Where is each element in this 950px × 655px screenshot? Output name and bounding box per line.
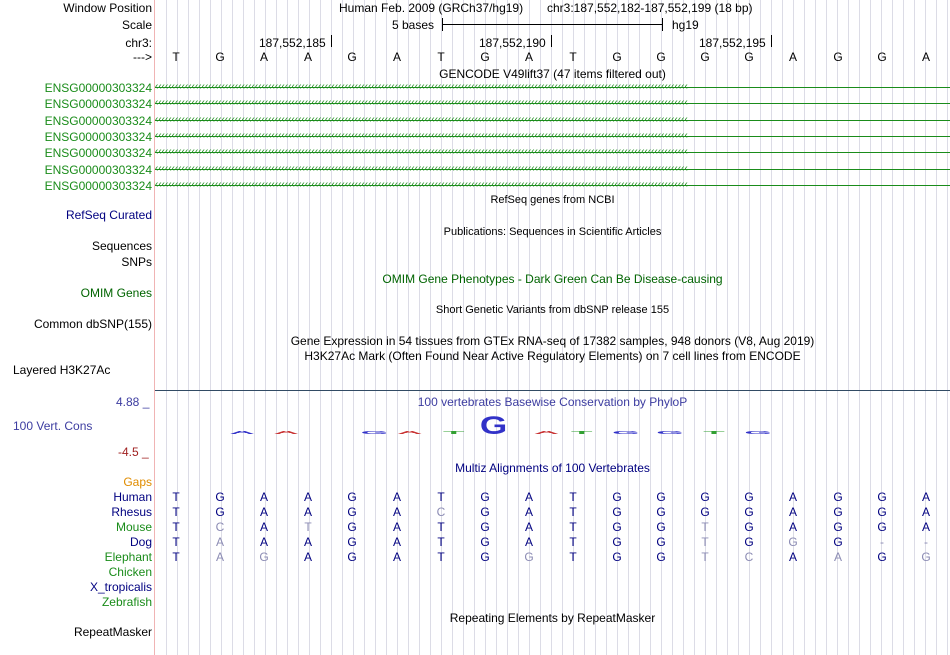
aligned-base: A: [392, 520, 401, 534]
sequences-title[interactable]: Publications: Sequences in Scientific Articles: [443, 226, 662, 238]
sequence-base: A: [303, 50, 312, 64]
species-label[interactable]: Elephant: [104, 550, 152, 564]
sequence-base: G: [656, 50, 666, 64]
multiz-title[interactable]: Multiz Alignments of 100 Vertebrates: [455, 461, 650, 475]
phylop-letter: A: [229, 430, 255, 435]
aligned-base: G: [788, 535, 798, 549]
sequence-base: A: [524, 50, 533, 64]
aligned-base: G: [347, 505, 357, 519]
phylop-title[interactable]: 100 vertebrates Basewise Conservation by PhyloP: [417, 395, 688, 409]
gencode-gene-feature[interactable]: [155, 114, 950, 128]
aligned-base: G: [215, 490, 225, 504]
aligned-base: A: [259, 505, 268, 519]
aligned-base: G: [877, 550, 887, 564]
aligned-base: A: [392, 550, 401, 564]
aligned-base: G: [347, 550, 357, 564]
phylop-letter: T: [703, 430, 725, 435]
aligned-base: A: [524, 505, 533, 519]
sequence-base: T: [172, 50, 180, 64]
aligned-base: T: [701, 535, 709, 549]
aligned-base: T: [569, 520, 577, 534]
phylop-letter: T: [443, 430, 465, 435]
aligned-base: G: [612, 550, 622, 564]
gencode-gene-label[interactable]: ENSG00000303324: [44, 179, 152, 193]
aligned-base: G: [877, 520, 887, 534]
aligned-base: G: [744, 490, 754, 504]
refseq-title[interactable]: RefSeq genes from NCBI: [490, 194, 615, 206]
aligned-base: A: [303, 490, 312, 504]
ruler-label-3: 187,552,195: [699, 36, 766, 50]
aligned-base: A: [921, 490, 930, 504]
phylop-letter: G: [656, 430, 684, 435]
aligned-base: G: [656, 550, 666, 564]
aligned-base: G: [612, 490, 622, 504]
sequence-base: A: [392, 50, 401, 64]
sequences-label[interactable]: Sequences: [91, 239, 152, 253]
aligned-base: T: [172, 520, 180, 534]
aligned-base: A: [215, 535, 224, 549]
species-label[interactable]: X_tropicalis: [89, 580, 152, 594]
aligned-base: G: [833, 535, 843, 549]
cons-min: -4.5 _: [118, 445, 149, 459]
species-label[interactable]: Mouse: [115, 520, 152, 534]
aligned-base: A: [524, 490, 533, 504]
sequence-base: G: [877, 50, 887, 64]
gencode-gene-label[interactable]: ENSG00000303324: [44, 97, 152, 111]
aligned-base: A: [833, 550, 842, 564]
aligned-base: T: [701, 550, 709, 564]
dbsnp-label[interactable]: Common dbSNP(155): [33, 317, 152, 331]
aligned-base: A: [788, 490, 797, 504]
aligned-base: A: [788, 505, 797, 519]
sequence-base: A: [788, 50, 797, 64]
aligned-base: G: [347, 520, 357, 534]
aligned-base: G: [700, 505, 710, 519]
cons-label[interactable]: 100 Vert. Cons: [13, 419, 93, 433]
gencode-gene-label[interactable]: ENSG00000303324: [44, 114, 152, 128]
species-label[interactable]: Rhesus: [111, 505, 152, 519]
gaps-label[interactable]: Gaps: [123, 475, 152, 489]
scale-text: 5 bases: [392, 18, 435, 32]
aligned-base: A: [788, 520, 797, 534]
gencode-gene-feature[interactable]: [155, 179, 950, 193]
aligned-base: A: [392, 490, 401, 504]
aligned-base: G: [480, 490, 490, 504]
aligned-base: A: [392, 535, 401, 549]
aligned-base: T: [304, 520, 312, 534]
aligned-base: A: [303, 550, 312, 564]
sequence-base: G: [612, 50, 622, 64]
phylop-letter: A: [397, 430, 423, 435]
sequence-base: G: [833, 50, 843, 64]
aligned-base: T: [437, 520, 445, 534]
omim-title[interactable]: OMIM Gene Phenotypes - Dark Green Can Be Disease-causing: [382, 272, 723, 286]
aligned-base: G: [347, 490, 357, 504]
window-position-label: Window Position: [63, 1, 152, 15]
dbsnp-title[interactable]: Short Genetic Variants from dbSNP release 155: [435, 304, 670, 316]
assembly-title[interactable]: Human Feb. 2009 (GRCh37/hg19): [339, 1, 524, 15]
aligned-base: T: [437, 550, 445, 564]
phylop-letter: G: [360, 430, 389, 435]
repeat-title[interactable]: Repeating Elements by RepeatMasker: [449, 611, 656, 625]
aligned-base: A: [259, 520, 268, 534]
aligned-base: G: [877, 505, 887, 519]
sequence-base: A: [259, 50, 268, 64]
aligned-base: G: [656, 520, 666, 534]
aligned-base: -: [880, 535, 884, 549]
gencode-gene-label[interactable]: ENSG00000303324: [44, 146, 152, 160]
species-label[interactable]: Zebrafish: [101, 595, 152, 609]
phylop-letter: T: [570, 430, 593, 435]
aligned-base: T: [569, 505, 577, 519]
aligned-base: G: [215, 505, 225, 519]
aligned-base: G: [480, 505, 490, 519]
ruler-tick-3: [771, 35, 772, 47]
phylop-letter: A: [533, 430, 560, 435]
scale-bar: [442, 24, 663, 25]
aligned-base: A: [259, 490, 268, 504]
aligned-base: A: [303, 505, 312, 519]
aligned-base: G: [480, 550, 490, 564]
aligned-base: T: [172, 535, 180, 549]
ruler-tick-1: [331, 35, 332, 47]
aligned-base: G: [612, 505, 622, 519]
aligned-base: A: [259, 535, 268, 549]
aligned-base: A: [215, 550, 224, 564]
gencode-title[interactable]: GENCODE V49lift37 (47 items filtered out): [439, 67, 666, 81]
aligned-base: G: [347, 535, 357, 549]
aligned-base: A: [303, 535, 312, 549]
cons-divider: [155, 390, 950, 391]
gencode-gene-feature[interactable]: [155, 163, 950, 177]
sequence-base: G: [215, 50, 225, 64]
phylop-letter: A: [273, 430, 299, 435]
scale-bar-right-cap: [662, 18, 663, 31]
aligned-base: T: [437, 490, 445, 504]
aligned-base: A: [392, 505, 401, 519]
sequence-base: T: [437, 50, 445, 64]
scale-db: hg19: [672, 18, 699, 32]
aligned-base: G: [877, 490, 887, 504]
aligned-base: T: [569, 535, 577, 549]
aligned-base: G: [524, 550, 534, 564]
ruler-tick-2: [551, 35, 552, 47]
aligned-base: A: [788, 550, 797, 564]
aligned-base: T: [437, 535, 445, 549]
aligned-base: G: [612, 535, 622, 549]
gencode-gene-label[interactable]: ENSG00000303324: [44, 130, 152, 144]
strand-arrows: ‹‹‹‹‹‹‹‹‹‹‹‹‹‹‹‹‹‹‹‹‹‹‹‹‹‹‹‹‹‹‹‹‹‹‹‹‹‹‹‹‹‹‹‹‹‹‹‹‹‹‹‹‹‹‹‹‹‹‹‹‹‹‹‹‹‹‹‹‹‹‹‹‹‹‹‹‹‹‹‹‹‹‹‹‹‹‹‹‹‹‹‹‹‹‹‹‹‹‹‹‹‹‹‹‹‹‹‹‹‹‹‹‹‹‹‹‹‹‹‹‹‹‹‹‹‹‹‹‹‹‹‹‹‹‹‹‹‹‹‹‹‹‹‹‹‹‹‹‹‹‹‹‹‹‹‹‹‹‹‹: [155, 130, 688, 141]
aligned-base: T: [172, 490, 180, 504]
ruler-label-2: 187,552,190: [479, 36, 546, 50]
aligned-base: G: [656, 535, 666, 549]
gencode-gene-feature[interactable]: [155, 130, 950, 144]
aligned-base: T: [172, 550, 180, 564]
aligned-base: A: [921, 520, 930, 534]
aligned-base: G: [656, 505, 666, 519]
strand-arrows: ‹‹‹‹‹‹‹‹‹‹‹‹‹‹‹‹‹‹‹‹‹‹‹‹‹‹‹‹‹‹‹‹‹‹‹‹‹‹‹‹‹‹‹‹‹‹‹‹‹‹‹‹‹‹‹‹‹‹‹‹‹‹‹‹‹‹‹‹‹‹‹‹‹‹‹‹‹‹‹‹‹‹‹‹‹‹‹‹‹‹‹‹‹‹‹‹‹‹‹‹‹‹‹‹‹‹‹‹‹‹‹‹‹‹‹‹‹‹‹‹‹‹‹‹‹‹‹‹‹‹‹‹‹‹‹‹‹‹‹‹‹‹‹‹‹‹‹‹‹‹‹‹‹‹‹‹‹‹‹‹: [155, 179, 688, 190]
snps-label[interactable]: SNPs: [121, 255, 152, 269]
cons-max: 4.88 _: [116, 395, 150, 409]
gtex-title[interactable]: Gene Expression in 54 tissues from GTEx RNA-seq of 17382 samples, 948 donors (V8, Aug 2019): [290, 334, 815, 348]
aligned-base: T: [701, 520, 709, 534]
aligned-base: A: [524, 535, 533, 549]
strand-arrows: ‹‹‹‹‹‹‹‹‹‹‹‹‹‹‹‹‹‹‹‹‹‹‹‹‹‹‹‹‹‹‹‹‹‹‹‹‹‹‹‹‹‹‹‹‹‹‹‹‹‹‹‹‹‹‹‹‹‹‹‹‹‹‹‹‹‹‹‹‹‹‹‹‹‹‹‹‹‹‹‹‹‹‹‹‹‹‹‹‹‹‹‹‹‹‹‹‹‹‹‹‹‹‹‹‹‹‹‹‹‹‹‹‹‹‹‹‹‹‹‹‹‹‹‹‹‹‹‹‹‹‹‹‹‹‹‹‹‹‹‹‹‹‹‹‹‹‹‹‹‹‹‹‹‹‹‹‹‹‹‹: [155, 97, 688, 108]
strand-arrows: ‹‹‹‹‹‹‹‹‹‹‹‹‹‹‹‹‹‹‹‹‹‹‹‹‹‹‹‹‹‹‹‹‹‹‹‹‹‹‹‹‹‹‹‹‹‹‹‹‹‹‹‹‹‹‹‹‹‹‹‹‹‹‹‹‹‹‹‹‹‹‹‹‹‹‹‹‹‹‹‹‹‹‹‹‹‹‹‹‹‹‹‹‹‹‹‹‹‹‹‹‹‹‹‹‹‹‹‹‹‹‹‹‹‹‹‹‹‹‹‹‹‹‹‹‹‹‹‹‹‹‹‹‹‹‹‹‹‹‹‹‹‹‹‹‹‹‹‹‹‹‹‹‹‹‹‹‹‹‹‹: [155, 163, 688, 174]
aligned-base: T: [569, 550, 577, 564]
phylop-logo: [155, 410, 950, 440]
sequence-base: A: [921, 50, 930, 64]
aligned-base: G: [921, 550, 931, 564]
h3k27-label[interactable]: Layered H3K27Ac: [13, 363, 111, 377]
gencode-gene-label[interactable]: ENSG00000303324: [44, 81, 152, 95]
sequence-base: G: [700, 50, 710, 64]
aligned-base: T: [172, 505, 180, 519]
sequence-base: G: [744, 50, 754, 64]
position-readout[interactable]: chr3:187,552,182-187,552,199 (18 bp): [547, 1, 753, 15]
sequence-base: T: [569, 50, 577, 64]
scale-bar-left-cap: [442, 18, 443, 31]
aligned-base: A: [524, 520, 533, 534]
species-label[interactable]: Chicken: [108, 565, 152, 579]
aligned-base: T: [569, 490, 577, 504]
species-label[interactable]: Human: [113, 490, 152, 504]
aligned-base: G: [700, 490, 710, 504]
species-label[interactable]: Dog: [129, 535, 152, 549]
strand-arrows: ‹‹‹‹‹‹‹‹‹‹‹‹‹‹‹‹‹‹‹‹‹‹‹‹‹‹‹‹‹‹‹‹‹‹‹‹‹‹‹‹‹‹‹‹‹‹‹‹‹‹‹‹‹‹‹‹‹‹‹‹‹‹‹‹‹‹‹‹‹‹‹‹‹‹‹‹‹‹‹‹‹‹‹‹‹‹‹‹‹‹‹‹‹‹‹‹‹‹‹‹‹‹‹‹‹‹‹‹‹‹‹‹‹‹‹‹‹‹‹‹‹‹‹‹‹‹‹‹‹‹‹‹‹‹‹‹‹‹‹‹‹‹‹‹‹‹‹‹‹‹‹‹‹‹‹‹‹‹‹‹: [155, 114, 688, 125]
sequence-base: G: [480, 50, 490, 64]
gencode-gene-feature[interactable]: [155, 81, 950, 95]
aligned-base: C: [215, 520, 225, 534]
h3k27-title[interactable]: H3K27Ac Mark (Often Found Near Active Regulatory Elements) on 7 cell lines from ENCODE: [304, 349, 801, 363]
scale-label: Scale: [121, 18, 152, 32]
aligned-base: G: [612, 520, 622, 534]
strand-arrows: ‹‹‹‹‹‹‹‹‹‹‹‹‹‹‹‹‹‹‹‹‹‹‹‹‹‹‹‹‹‹‹‹‹‹‹‹‹‹‹‹‹‹‹‹‹‹‹‹‹‹‹‹‹‹‹‹‹‹‹‹‹‹‹‹‹‹‹‹‹‹‹‹‹‹‹‹‹‹‹‹‹‹‹‹‹‹‹‹‹‹‹‹‹‹‹‹‹‹‹‹‹‹‹‹‹‹‹‹‹‹‹‹‹‹‹‹‹‹‹‹‹‹‹‹‹‹‹‹‹‹‹‹‹‹‹‹‹‹‹‹‹‹‹‹‹‹‹‹‹‹‹‹‹‹‹‹‹‹‹‹: [155, 81, 688, 92]
aligned-base: G: [480, 535, 490, 549]
aligned-base: C: [436, 505, 446, 519]
aligned-base: -: [924, 535, 928, 549]
strand-label: --->: [133, 50, 152, 64]
aligned-base: G: [656, 490, 666, 504]
aligned-base: G: [744, 535, 754, 549]
aligned-base: A: [921, 505, 930, 519]
aligned-base: G: [833, 505, 843, 519]
aligned-base: G: [833, 520, 843, 534]
aligned-base: G: [833, 490, 843, 504]
gencode-gene-feature[interactable]: [155, 97, 950, 111]
phylop-letter: G: [744, 430, 772, 435]
gencode-gene-feature[interactable]: [155, 146, 950, 160]
ruler-label-1: 187,552,185: [259, 36, 326, 50]
aligned-base: G: [259, 550, 269, 564]
aligned-base: C: [744, 550, 754, 564]
repeat-label[interactable]: RepeatMasker: [73, 625, 152, 639]
strand-arrows: ‹‹‹‹‹‹‹‹‹‹‹‹‹‹‹‹‹‹‹‹‹‹‹‹‹‹‹‹‹‹‹‹‹‹‹‹‹‹‹‹‹‹‹‹‹‹‹‹‹‹‹‹‹‹‹‹‹‹‹‹‹‹‹‹‹‹‹‹‹‹‹‹‹‹‹‹‹‹‹‹‹‹‹‹‹‹‹‹‹‹‹‹‹‹‹‹‹‹‹‹‹‹‹‹‹‹‹‹‹‹‹‹‹‹‹‹‹‹‹‹‹‹‹‹‹‹‹‹‹‹‹‹‹‹‹‹‹‹‹‹‹‹‹‹‹‹‹‹‹‹‹‹‹‹‹‹‹‹‹‹: [155, 146, 688, 157]
refseq-label[interactable]: RefSeq Curated: [65, 208, 152, 222]
omim-label[interactable]: OMIM Genes: [80, 286, 152, 300]
aligned-base: G: [480, 520, 490, 534]
phylop-letter: G: [612, 430, 640, 435]
gencode-gene-label[interactable]: ENSG00000303324: [44, 163, 152, 177]
phylop-letter: G: [479, 412, 508, 440]
chrom-label: chr3:: [125, 36, 152, 50]
aligned-base: G: [744, 505, 754, 519]
sequence-base: G: [347, 50, 357, 64]
aligned-base: G: [744, 520, 754, 534]
